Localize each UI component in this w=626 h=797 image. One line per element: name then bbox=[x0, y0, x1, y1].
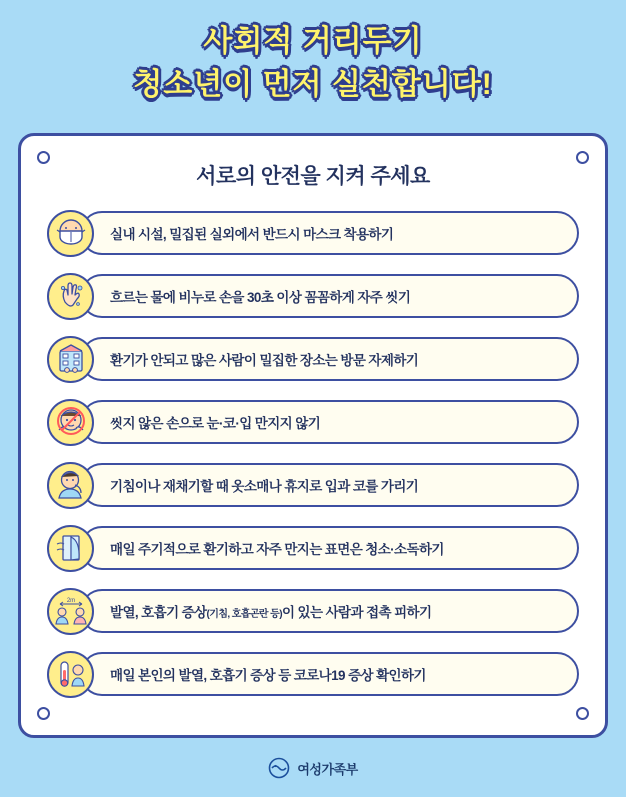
no-face-touch-icon bbox=[47, 399, 94, 446]
hand-wash-icon bbox=[47, 273, 94, 320]
guideline-pill bbox=[80, 463, 579, 507]
guideline-text: 흐르는 물에 비누로 손을 30초 이상 꼼꼼하게 자주 씻기 bbox=[110, 290, 411, 305]
guideline-text: 씻지 않은 손으로 눈·코·입 만지지 않기 bbox=[110, 416, 321, 431]
distance-two-meter-icon bbox=[47, 588, 94, 635]
guideline-text: 환기가 안되고 많은 사람이 밀집한 장소는 방문 자제하기 bbox=[110, 353, 419, 368]
list-item bbox=[47, 206, 579, 260]
guideline-pill bbox=[80, 652, 579, 696]
list-item bbox=[47, 269, 579, 323]
guideline-text-small: (기침, 호흡곤란 등) bbox=[206, 609, 282, 620]
board-heading-wrap bbox=[21, 160, 605, 190]
list-item bbox=[47, 647, 579, 701]
board-heading: 서로의 안전을 지켜 주세요 bbox=[192, 160, 434, 190]
list-item bbox=[47, 458, 579, 512]
guideline-pill bbox=[80, 400, 579, 444]
guideline-pill bbox=[80, 274, 579, 318]
list-item bbox=[47, 521, 579, 575]
guideline-text: 매일 주기적으로 환기하고 자주 만지는 표면은 청소·소독하기 bbox=[110, 542, 444, 557]
title-line-2: 청소년이 먼저 실천합니다! bbox=[133, 67, 493, 101]
list-item bbox=[47, 332, 579, 386]
guideline-pill bbox=[80, 589, 579, 633]
cough-etiquette-icon bbox=[47, 462, 94, 509]
thermometer-check-icon bbox=[47, 651, 94, 698]
guideline-pill bbox=[80, 526, 579, 570]
svg-text:2m: 2m bbox=[66, 598, 75, 604]
title-line-1: 사회적 거리두기 bbox=[203, 25, 423, 58]
face-mask-icon bbox=[47, 210, 94, 257]
footer bbox=[0, 757, 626, 779]
footer-organization: 여성가족부 bbox=[297, 761, 358, 777]
government-emblem-icon bbox=[268, 757, 290, 779]
guideline-text-after: 이 있는 사람과 접촉 피하기 bbox=[281, 605, 432, 620]
guideline-pill bbox=[80, 337, 579, 381]
guideline-text: 기침이나 재채기할 때 옷소매나 휴지로 입과 코를 가리기 bbox=[110, 479, 419, 494]
content-board bbox=[18, 133, 608, 738]
list-item bbox=[47, 395, 579, 449]
guideline-list bbox=[21, 206, 605, 701]
list-item bbox=[47, 584, 579, 638]
guideline-text: 실내 시설, 밀집된 실외에서 반드시 마스크 착용하기 bbox=[110, 227, 394, 242]
crowded-building-icon bbox=[47, 336, 94, 383]
guideline-text: 매일 본인의 발열, 호흡기 증상 등 코로나19 증상 확인하기 bbox=[110, 668, 426, 683]
ventilation-window-icon bbox=[47, 525, 94, 572]
screw-top-right-icon bbox=[576, 151, 589, 164]
poster-title bbox=[0, 0, 626, 105]
screw-bottom-right-icon bbox=[576, 707, 589, 720]
guideline-text-main: 발열, 호흡기 증상 bbox=[110, 605, 207, 620]
screw-bottom-left-icon bbox=[37, 707, 50, 720]
guideline-pill bbox=[80, 211, 579, 255]
screw-top-left-icon bbox=[37, 151, 50, 164]
guideline-text bbox=[110, 601, 431, 621]
